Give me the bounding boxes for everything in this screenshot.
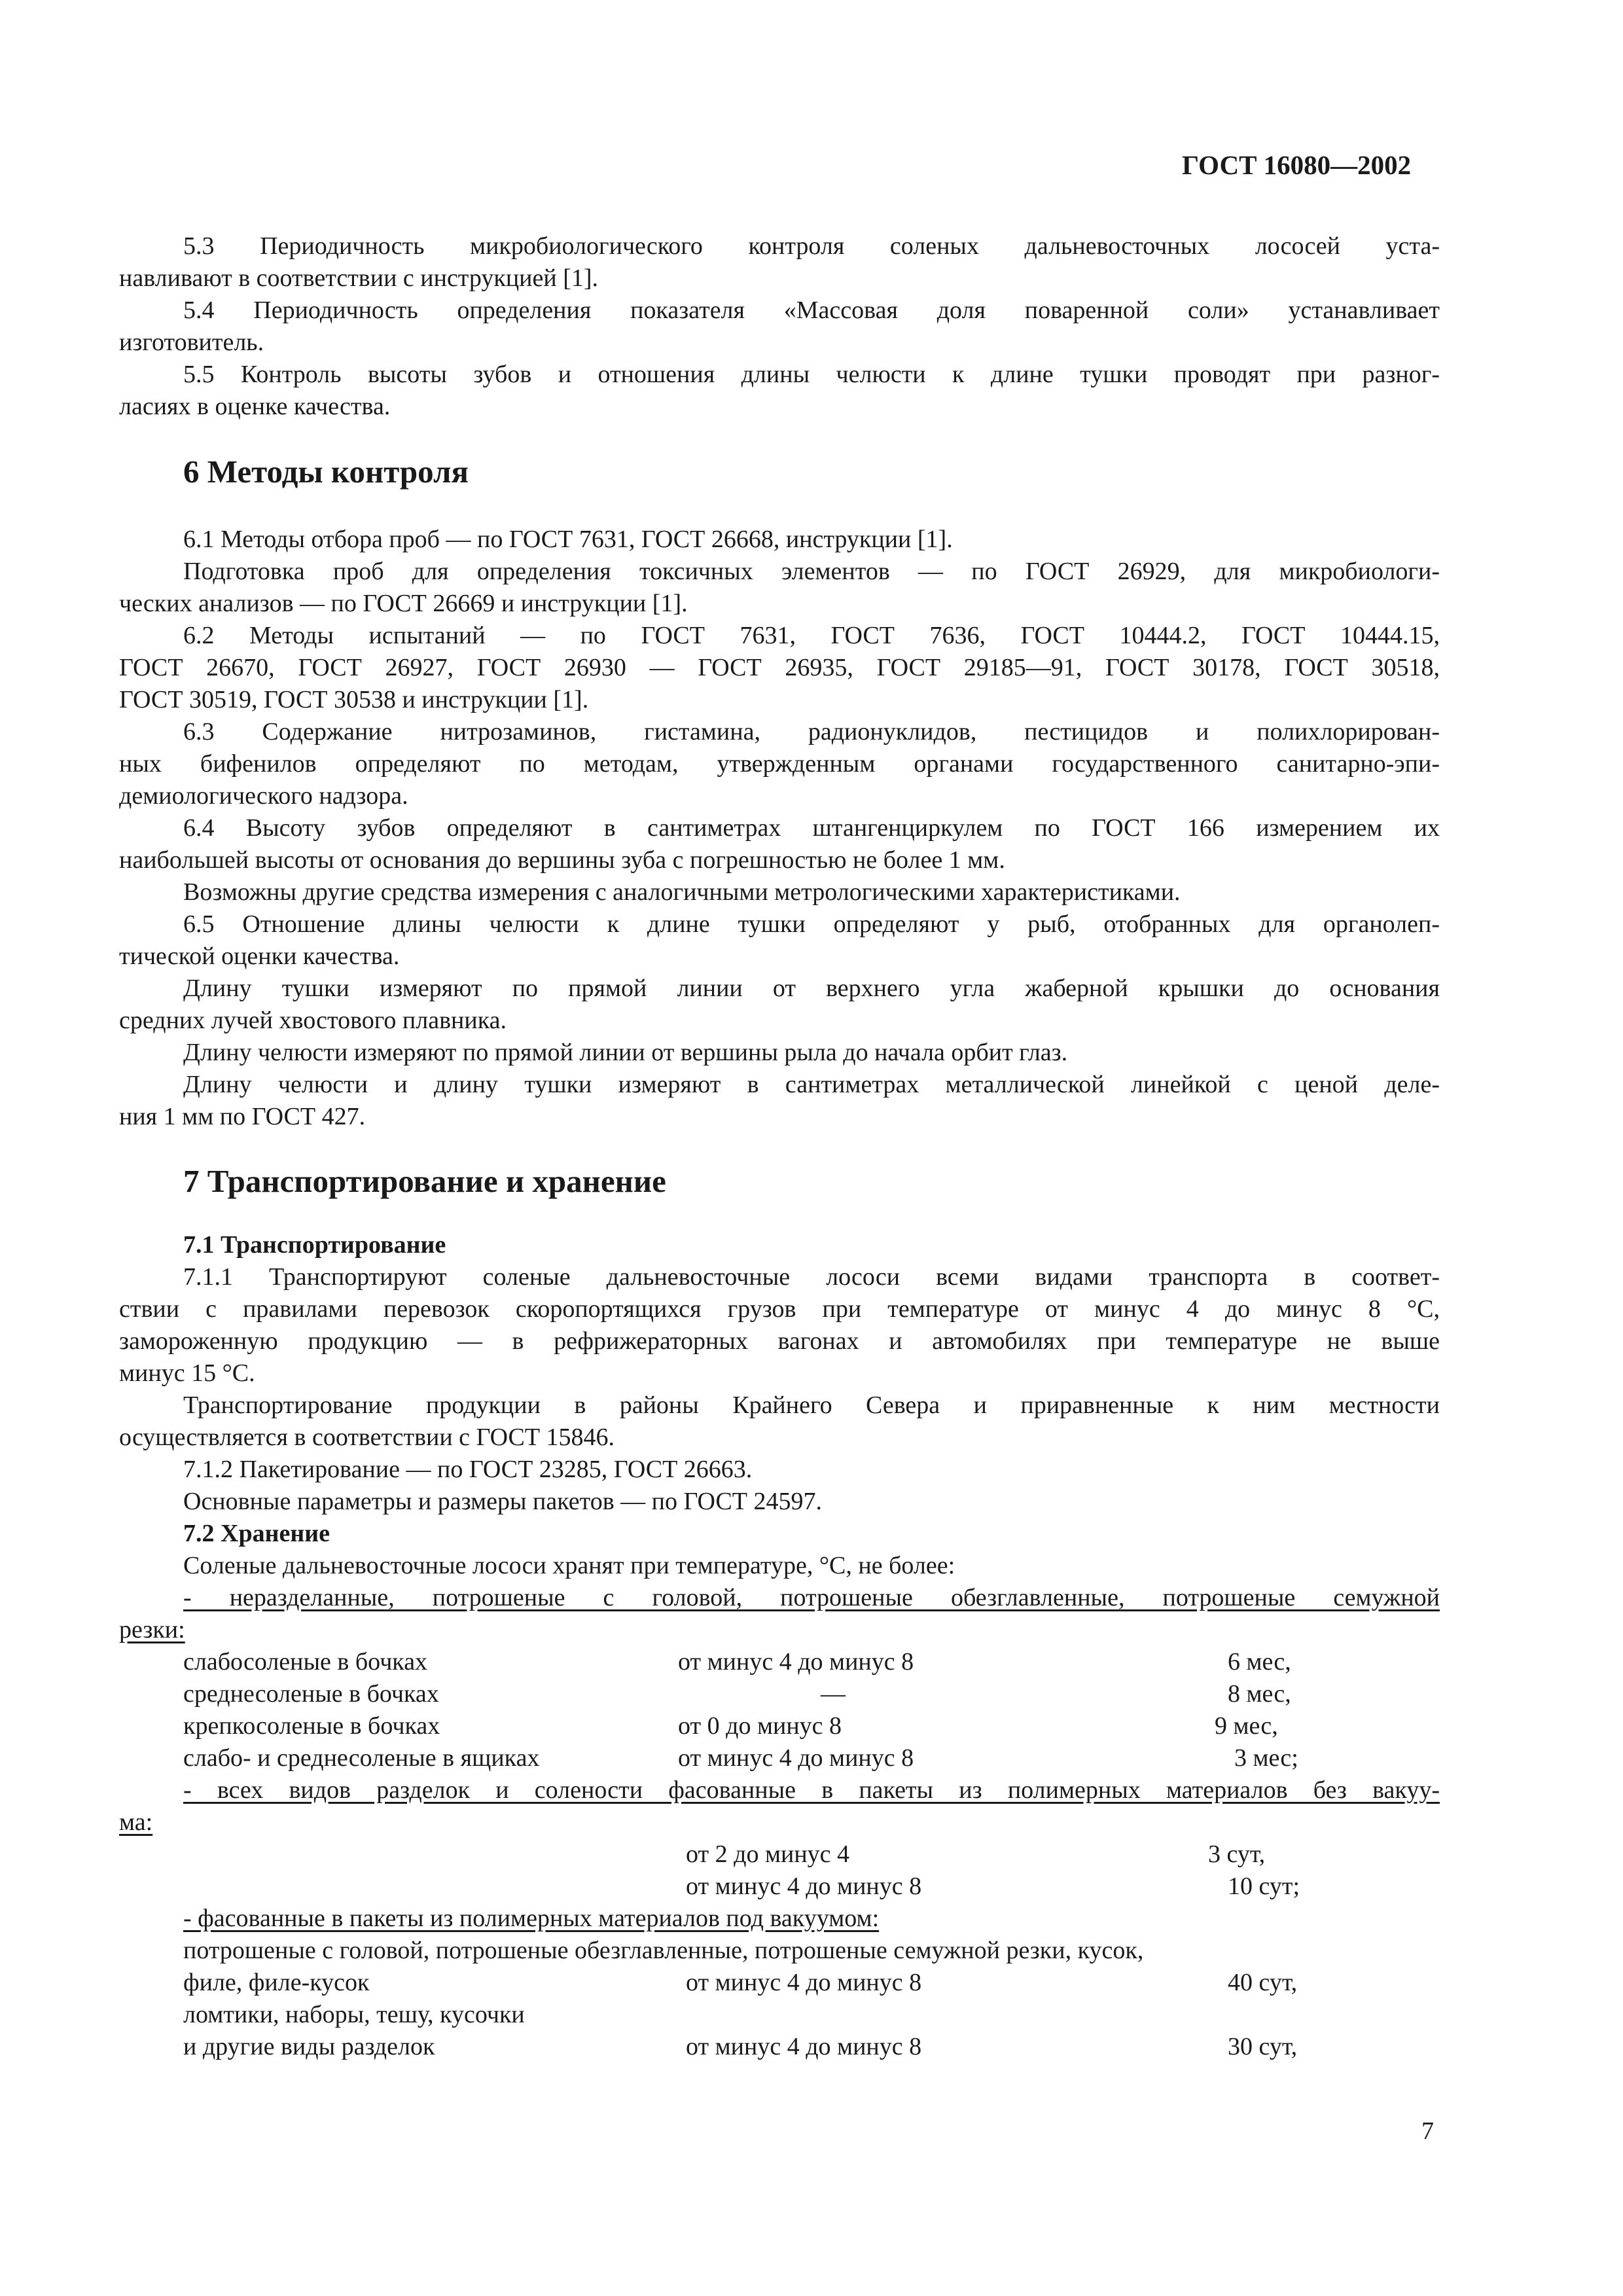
para-6-3-line2: ных бифенилов определяют по методам, утвержденным органами государственного санитарно-эпи- [119, 750, 1440, 778]
para-6-2-line2: ГОСТ 26670, ГОСТ 26927, ГОСТ 26930 — ГОСТ 26935, ГОСТ 29185—91, ГОСТ 30178, ГОСТ 30518, [119, 654, 1440, 681]
para-7-1-1-line3: замороженную продукцию — в рефрижераторных вагонах и автомобилях при температуре не выше [119, 1327, 1440, 1355]
storage-group2-title-line1: - всех видов разделок и солености фасованные в пакеты из полимерных материалов без вакуу- [183, 1776, 1440, 1804]
para-7-1-1-line1: 7.1.1 Транспортируют соленые дальневосточные лососи всеми видами транспорта в соответ- [183, 1263, 1440, 1291]
storage-row-name: и другие виды разделок [183, 2033, 435, 2060]
para-body-length-line1: Длину тушки измеряют по прямой линии от верхнего угла жаберной крышки до основания [183, 975, 1440, 1002]
storage-row-temp: от 2 до минус 4 [686, 1840, 850, 1868]
para-north-line2: осуществляется в соответствии с ГОСТ 15846. [119, 1424, 615, 1451]
para-6-2-line3: ГОСТ 30519, ГОСТ 30538 и инструкции [1]. [119, 686, 589, 713]
para-6-3-line3: демиологического надзора. [119, 782, 408, 810]
para-6-4-line2: наибольшей высоты от основания до вершины зуба с погрешностью не более 1 мм. [119, 846, 1005, 874]
para-north-line1: Транспортирование продукции в районы Крайнего Севера и приравненные к ним местности [183, 1391, 1440, 1419]
storage-row-term: 8 мес, [1228, 1680, 1291, 1708]
storage-row-term: 30 сут, [1228, 2033, 1298, 2060]
storage-group3-slices-line: ломтики, наборы, тешу, кусочки [183, 2001, 525, 2028]
para-6-1: 6.1 Методы отбора проб — по ГОСТ 7631, ГОСТ 26668, инструкции [1]. [183, 526, 953, 553]
storage-group1-title-line2: резки: [119, 1616, 185, 1643]
para-5-4-line1: 5.4 Периодичность определения показателя «Массовая доля поваренной соли» устанавливает [183, 296, 1440, 324]
storage-row-name: крепкосоленые в бочках [183, 1712, 440, 1740]
para-5-5-line2: ласиях в оценке качества. [119, 393, 391, 420]
para-sample-prep-line2: ческих анализов — по ГОСТ 26669 и инструкции [1]. [119, 590, 688, 617]
para-packets: Основные параметры и размеры пакетов — по ГОСТ 24597. [183, 1488, 822, 1515]
page-number: 7 [1421, 2117, 1434, 2145]
storage-row-name: слабосоленые в бочках [183, 1648, 428, 1676]
subsection-7-1-heading: 7.1 Транспортирование [183, 1231, 446, 1259]
storage-row-temp: от минус 4 до минус 8 [678, 1648, 914, 1676]
para-7-1-2: 7.1.2 Пакетирование — по ГОСТ 23285, ГОСТ 26663. [183, 1456, 753, 1483]
storage-row-temp: от минус 4 до минус 8 [686, 1873, 922, 1900]
document-header-code: ГОСТ 16080—2002 [1182, 150, 1412, 180]
storage-row-term: 6 мес, [1228, 1648, 1291, 1676]
storage-row-temp: от минус 4 до минус 8 [686, 2033, 922, 2060]
para-7-1-1-line2: ствии с правилами перевозок скоропортящихся грузов при температуре от минус 4 до минус 8 °С, [119, 1295, 1440, 1323]
storage-row-term: 40 сут, [1228, 1969, 1298, 1996]
para-5-3-line2: навливают в соответствии с инструкцией [1]. [119, 264, 599, 292]
storage-row-name: филе, филе-кусок [183, 1969, 370, 1996]
subsection-7-2-heading: 7.2 Хранение [183, 1520, 330, 1547]
storage-group2-title-line2: ма: [119, 1808, 153, 1836]
storage-row-term: 9 мес, [1215, 1712, 1278, 1740]
para-6-3-line1: 6.3 Содержание нитрозаминов, гистамина, радионуклидов, пестицидов и полихлорирован- [183, 718, 1440, 745]
storage-row-name: среднесоленые в бочках [183, 1680, 439, 1708]
storage-row-temp: от минус 4 до минус 8 [678, 1744, 914, 1772]
storage-row-term: 3 мес; [1234, 1744, 1298, 1772]
para-6-2-line1: 6.2 Методы испытаний — по ГОСТ 7631, ГОСТ 7636, ГОСТ 10444.2, ГОСТ 10444.15, [183, 622, 1440, 649]
para-6-5-line1: 6.5 Отношение длины челюсти к длине тушки определяют у рыб, отобранных для органолеп- [183, 910, 1440, 938]
para-5-5-line1: 5.5 Контроль высоты зубов и отношения длины челюсти к длине тушки проводят при разног- [183, 361, 1440, 388]
para-7-1-1-line4: минус 15 °С. [119, 1359, 255, 1387]
para-storage-intro: Соленые дальневосточные лососи хранят при температуре, °С, не более: [183, 1552, 955, 1579]
para-sample-prep-line1: Подготовка проб для определения токсичных элементов — по ГОСТ 26929, для микробиологи- [183, 558, 1440, 585]
storage-row-temp: от минус 4 до минус 8 [686, 1969, 922, 1996]
storage-row-temp: — [821, 1680, 846, 1708]
para-body-length-line2: средних лучей хвостового плавника. [119, 1007, 507, 1034]
storage-row-temp: от 0 до минус 8 [678, 1712, 842, 1740]
para-6-4-line1: 6.4 Высоту зубов определяют в сантиметрах штангенциркулем по ГОСТ 166 измерением их [183, 814, 1440, 842]
para-jaw-length: Длину челюсти измеряют по прямой линии от вершины рыла до начала орбит глаз. [183, 1039, 1068, 1066]
storage-row-term: 3 сут, [1208, 1840, 1266, 1868]
storage-row-name: слабо- и среднесоленые в ящиках [183, 1744, 540, 1772]
section-6-heading: 6 Методы контроля [183, 454, 469, 490]
para-ruler-line2: ния 1 мм по ГОСТ 427. [119, 1103, 366, 1130]
para-ruler-line1: Длину челюсти и длину тушки измеряют в сантиметрах металлической линейкой с ценой деле- [183, 1071, 1440, 1098]
storage-group1-title-line1: - неразделанные, потрошеные с головой, потрошеные обезглавленные, потрошеные семужной [183, 1584, 1440, 1611]
storage-row-term: 10 сут; [1228, 1873, 1300, 1900]
para-5-4-line2: изготовитель. [119, 329, 264, 356]
para-5-3-line1: 5.3 Периодичность микробиологического контроля соленых дальневосточных лососей уста- [183, 232, 1440, 260]
storage-group3-title: - фасованные в пакеты из полимерных материалов под вакуумом: [183, 1905, 880, 1932]
para-6-4-line3: Возможны другие средства измерения с аналогичными метрологическими характеристиками. [183, 878, 1181, 906]
section-7-heading: 7 Транспортирование и хранение [183, 1163, 666, 1199]
para-6-5-line2: тической оценки качества. [119, 942, 400, 970]
storage-group3-cuts-line: потрошеные с головой, потрошеные обезглавленные, потрошеные семужной резки, кусок, [183, 1937, 1144, 1964]
